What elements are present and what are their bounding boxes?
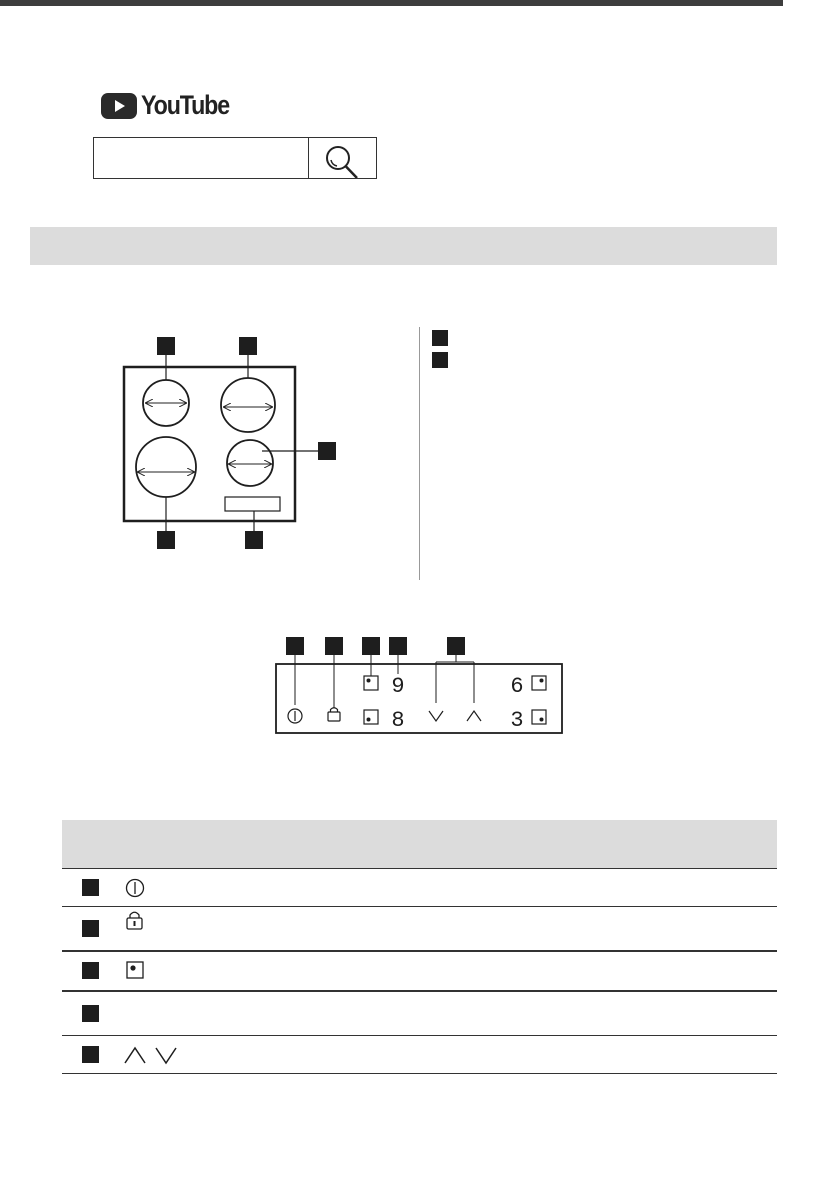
on-off-icon (124, 876, 148, 900)
table-row (62, 907, 777, 952)
callout-marker (389, 637, 407, 655)
zone-select-icon (364, 676, 378, 690)
up-arrow-icon (467, 711, 481, 721)
up-down-arrows-icon (124, 1043, 184, 1067)
row-number-marker (82, 920, 99, 937)
youtube-wordmark: YouTube (141, 90, 230, 120)
zone-select-icon (532, 676, 546, 690)
zone-select-icon (364, 710, 378, 724)
row-number-marker (82, 1005, 99, 1022)
lock-icon (124, 909, 148, 933)
row-number-marker (82, 879, 99, 896)
display-digit: 9 (391, 674, 405, 699)
display-digit: 3 (510, 708, 524, 733)
down-arrow-icon (429, 711, 443, 721)
table-row (62, 951, 777, 991)
callout-marker (447, 637, 465, 655)
zone-select-icon (532, 710, 546, 724)
table-row (62, 1036, 777, 1074)
lock-icon (328, 708, 340, 721)
callout-marker (325, 637, 343, 655)
display-digit: 8 (391, 708, 405, 733)
display-digit: 6 (510, 674, 524, 699)
callout-marker (286, 637, 304, 655)
table-header-row (62, 820, 777, 869)
on-off-icon (288, 709, 302, 723)
zone-select-icon (124, 959, 148, 983)
row-number-marker (82, 1046, 99, 1063)
table-row (62, 991, 777, 1036)
controls-table (62, 820, 777, 1074)
row-number-marker (82, 962, 99, 979)
callout-marker (362, 637, 380, 655)
table-row (62, 869, 777, 907)
